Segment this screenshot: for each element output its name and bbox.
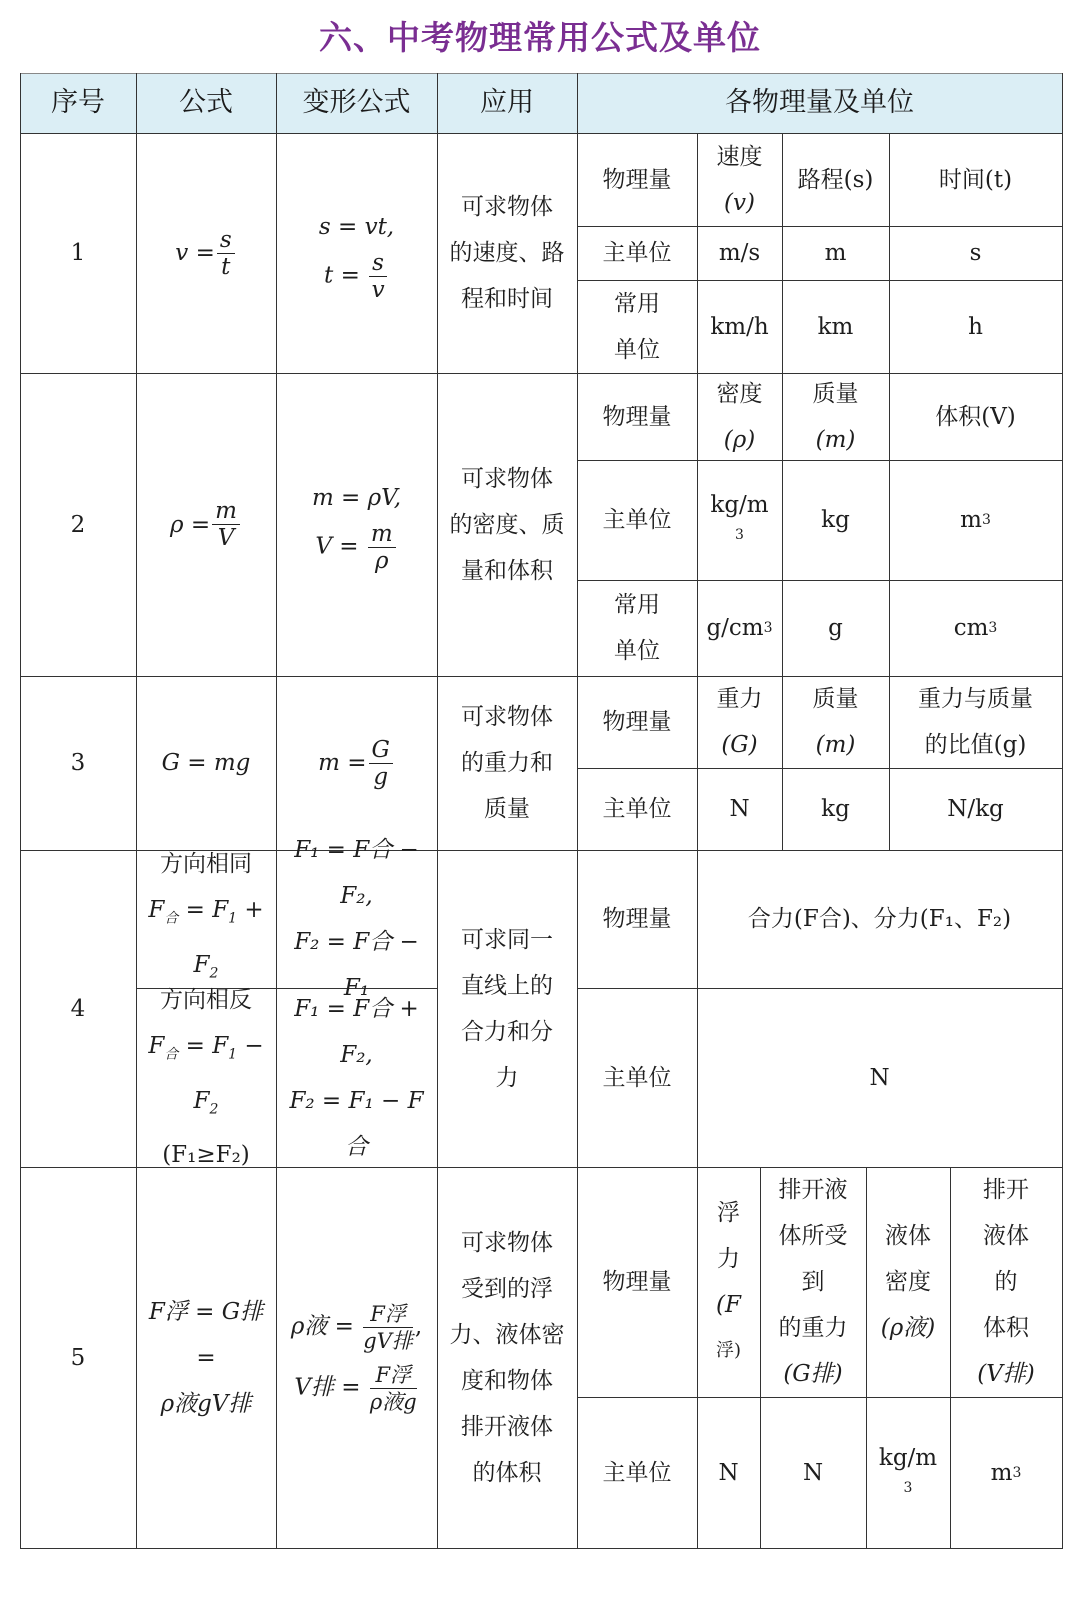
row4-unit-force: N (869, 1064, 890, 1091)
row5-number: 5 (70, 1344, 86, 1371)
row3-label-main-unit: 主单位 (602, 796, 672, 822)
row1-label-common-unit: 常用 单位 (614, 290, 660, 363)
page-title: 六、中考物理常用公式及单位 (319, 18, 761, 57)
row2-derived-formula: m = ρV, V = $\frac{m}{\rho}$ (311, 485, 402, 574)
header-serial: 序号 (51, 87, 105, 118)
row4-number: 4 (70, 995, 86, 1022)
row1-common-distance: km (817, 313, 854, 340)
row3-label-quantity: 物理量 (602, 709, 672, 735)
row5-label-main-unit: 主单位 (602, 1459, 672, 1486)
row5-unit-liquid-density: kg/m 3 (878, 1444, 938, 1496)
row1-application: 可求物体 的速度、路 程和时间 (449, 194, 565, 312)
row5-q-displaced-weight: 排开液 体所受 到 的重力 (G排) (778, 1177, 848, 1387)
row5-formula: F浮 = G排 = ρ液gV排 (148, 1298, 264, 1417)
row5-unit-displaced-volume: m 3 (990, 1459, 1022, 1486)
row1-q-speed: 速度 (v) (716, 143, 763, 216)
row1-common-time: h (968, 313, 983, 340)
row5-q-displaced-volume: 排开 液体 的 体积 (V排) (977, 1177, 1035, 1387)
row1-unit-distance: m (824, 240, 847, 266)
row2-common-mass: g (828, 615, 843, 641)
row5-application: 可求物体 受到的浮 力、液体密 度和物体 排开液体 的体积 (449, 1229, 565, 1486)
header-application: 应用 (480, 87, 534, 118)
row1-label-main-unit: 主单位 (602, 240, 672, 266)
row4-derived-same: F₁ = F合 − F₂, F₂ = F合 − F₁ (294, 837, 419, 1001)
row5-q-buoyancy: 浮 力 (F 浮) (715, 1200, 742, 1361)
row4-q-forces: 合力(F合)、分力(F₁、F₂) (747, 906, 1012, 932)
row5-label-quantity: 物理量 (602, 1269, 672, 1295)
row1-q-distance: 路程(s) (797, 166, 874, 193)
row2-unit-volume: m 3 (960, 507, 991, 533)
row2-q-density: 密度 (ρ) (716, 380, 763, 453)
row3-unit-mass: kg (821, 796, 850, 822)
row3-unit-gravity: N (729, 796, 750, 822)
row3-q-gravity: 重力 (G) (716, 686, 763, 758)
row2-q-mass: 质量 (m) (812, 380, 859, 453)
row3-q-mass: 质量 (m) (812, 686, 859, 758)
row4-application: 可求同一 直线上的 合力和分 力 (461, 926, 553, 1091)
row1-common-speed: km/h (710, 313, 769, 340)
row1-unit-time: s (969, 240, 982, 266)
row2-label-quantity: 物理量 (602, 403, 672, 430)
row1-q-time: 时间(t) (938, 166, 1013, 193)
row5-unit-displaced-weight: N (802, 1459, 824, 1486)
row3-q-ratio: 重力与质量 的比值(g) (918, 686, 1033, 758)
row2-label-common-unit: 常用 单位 (614, 592, 660, 664)
row2-unit-mass: kg (821, 507, 850, 533)
header-derived-formula: 变形公式 (302, 87, 411, 118)
row4-label-main-unit: 主单位 (602, 1064, 672, 1091)
row3-formula: G = mg (161, 750, 251, 776)
row2-common-volume: cm 3 (953, 615, 998, 641)
row5-derived-formula: ρ液 = $\frac{\text{F浮}}{\text{gV排}}$ , V排 = $\frac{\text{F浮}}{\text{ρ液g}}$ (290, 1301, 423, 1414)
row5-unit-buoyancy: N (718, 1459, 739, 1486)
row2-q-volume: 体积(V) (935, 403, 1016, 430)
row3-derived-formula: m = $\frac{G}{g}$ (276, 676, 437, 850)
row2-common-density: g/cm 3 (706, 615, 773, 641)
row1-formula: v = $\frac{s}{t}$ (136, 133, 276, 373)
row2-application: 可求物体 的密度、质 量和体积 (449, 465, 565, 584)
row4-label-quantity: 物理量 (602, 906, 672, 932)
row2-number: 2 (70, 511, 86, 538)
row3-unit-ratio: N/kg (947, 796, 1004, 822)
row1-unit-speed: m/s (718, 240, 761, 266)
row3-number: 3 (70, 750, 86, 776)
header-formula: 公式 (179, 87, 233, 118)
row5-q-liquid-density: 液体 密度 (ρ液) (880, 1223, 936, 1341)
row4-formula-opposite-direction: 方向相反 $F_合 = F_1$ − $F_2$ (F₁≥F₂) (148, 986, 264, 1169)
row1-label-quantity: 物理量 (602, 166, 672, 193)
row4-formula-same-direction: 方向相同 $F_合 = F_1$ + $F_2$ (148, 851, 264, 982)
row1-derived-formula: s = vt, t = $\frac{s}{v}$ (318, 213, 395, 303)
row3-application: 可求物体 的重力和 质量 (461, 704, 553, 822)
header-quantities-units: 各物理量及单位 (725, 87, 914, 118)
row1-number: 1 (70, 240, 86, 266)
row2-label-main-unit: 主单位 (602, 507, 672, 533)
row4-derived-opposite: F₁ = F合 + F₂, F₂ = F₁ − F合 (289, 995, 424, 1160)
row2-formula: ρ = $\frac{m}{V}$ (136, 373, 276, 676)
row2-unit-density: kg/m 3 (710, 492, 769, 543)
